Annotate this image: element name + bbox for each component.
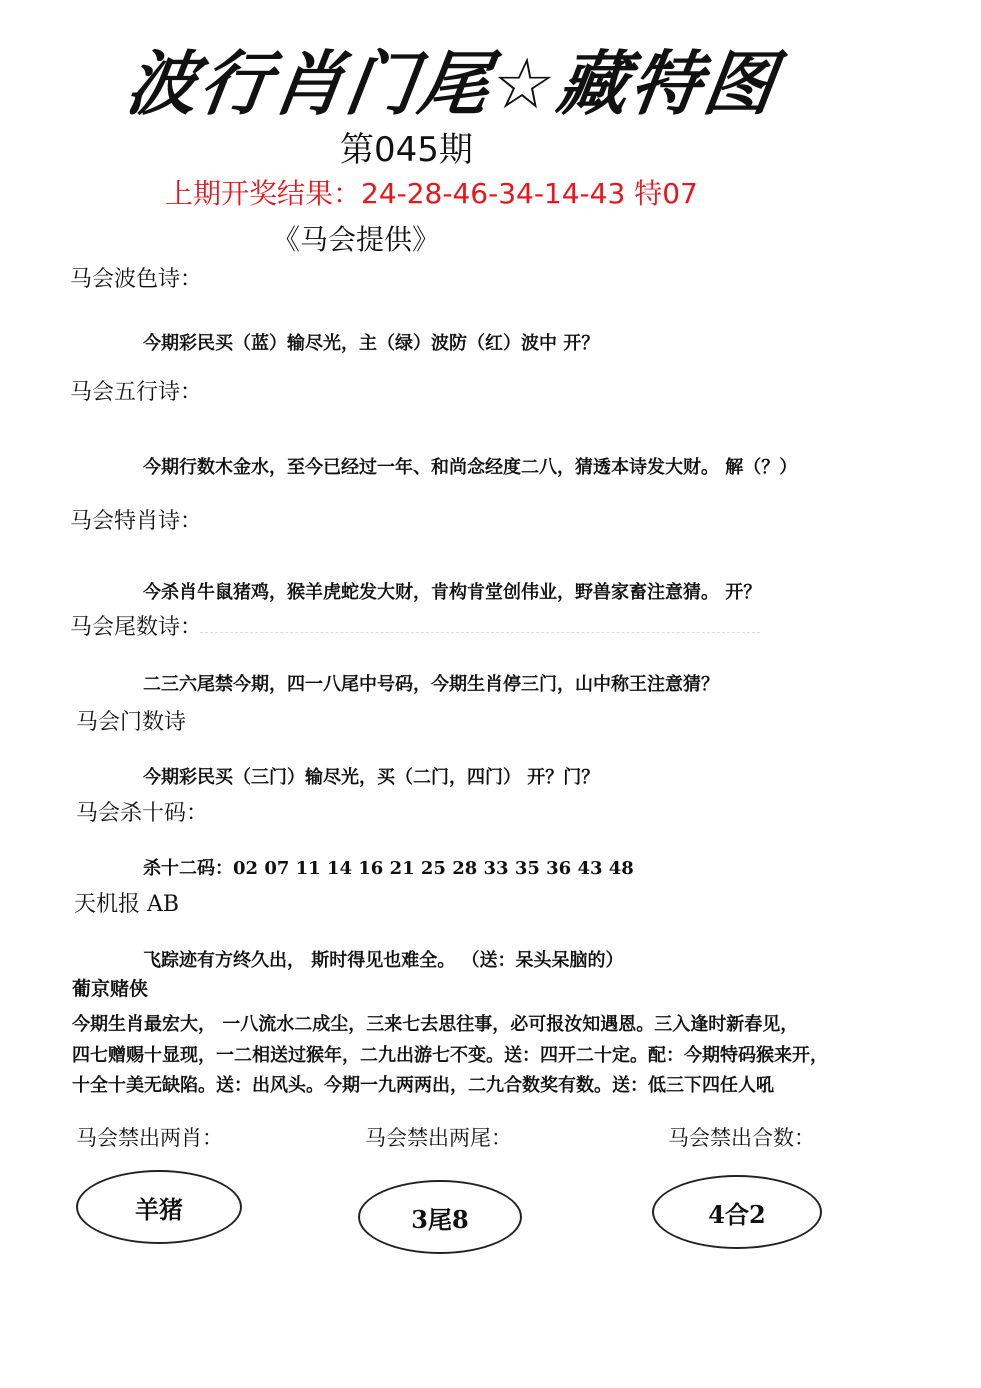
kill-numbers-text: 杀十二码：02 07 11 14 16 21 25 28 33 35 36 43 48 [143, 858, 634, 879]
gate-poem-text: 今期彩民买（三门）输尽光，买（二门，四门） 开？门？ [143, 767, 600, 788]
ban-tail-oval [358, 1180, 522, 1254]
tianji-text: 飞踪迹有方终久出， 斯时得见也难全。 （送：呆头呆脑的） [143, 950, 624, 971]
gambler-line: 四七赠赐十显现，一二相送过猴年，二九出游七不变。送：四开二十定。配：今期特码猴来开， [72, 1045, 828, 1066]
tianji-heading: 天机报 AB [74, 892, 180, 917]
tail-poem-heading: 马会尾数诗： [70, 615, 203, 640]
zodiac-poem-heading: 马会特肖诗： [70, 509, 203, 534]
ban-sum-label: 马会禁出合数： [668, 1126, 815, 1150]
wuxing-poem-text: 今期行数木金水，至今已经过一年、和尚念经度二八，猜透本诗发大财。 解（？） [143, 457, 798, 478]
color-poem-heading: 马会波色诗： [70, 267, 203, 292]
ban-sum-value: 4合2 [708, 1199, 766, 1229]
ban-zodiac-value: 羊猪 [135, 1194, 183, 1224]
gambler-line: 十全十美无缺陷。送：出风头。今期一九两两出，二九合数奖有数。送：低三下四任人吼 [72, 1075, 774, 1096]
ban-tail-value: 3尾8 [411, 1204, 469, 1234]
zodiac-poem-text: 今杀肖牛鼠猪鸡，猴羊虎蛇发大财，肯构肯堂创伟业，野兽家畜注意猜。 开？ [143, 582, 762, 603]
scan-artifact-line [200, 632, 760, 633]
ban-zodiac-label: 马会禁出两肖： [76, 1126, 223, 1150]
gate-poem-heading: 马会门数诗 [76, 710, 187, 735]
gambler-heading: 葡京赌侠 [72, 978, 149, 1000]
kill-numbers-heading: 马会杀十码： [76, 801, 209, 826]
gambler-line: 今期生肖最宏大， 一八流水二成尘，三来七去思往事，必可报汝知遇恩。三入逢时新春见， [72, 1014, 799, 1035]
ban-sum-oval [652, 1175, 822, 1249]
last-draw-result: 上期开奖结果：24-28-46-34-14-43 特07 [165, 177, 698, 210]
wuxing-poem-heading: 马会五行诗： [70, 380, 203, 405]
banner-title: 波行肖门尾☆藏特图 [121, 43, 783, 125]
color-poem-text: 今期彩民买（蓝）输尽光，主（绿）波防（红）波中 开？ [143, 333, 600, 354]
issue-number: 第045期 [340, 130, 473, 170]
tail-poem-text: 二三六尾禁今期，四一八尾中号码，今期生肖停三门，山中称王注意猜？ [143, 674, 719, 695]
ban-tail-label: 马会禁出两尾： [365, 1126, 512, 1150]
ban-zodiac-oval [76, 1170, 242, 1244]
provider-label: 《马会提供》 [272, 223, 441, 256]
